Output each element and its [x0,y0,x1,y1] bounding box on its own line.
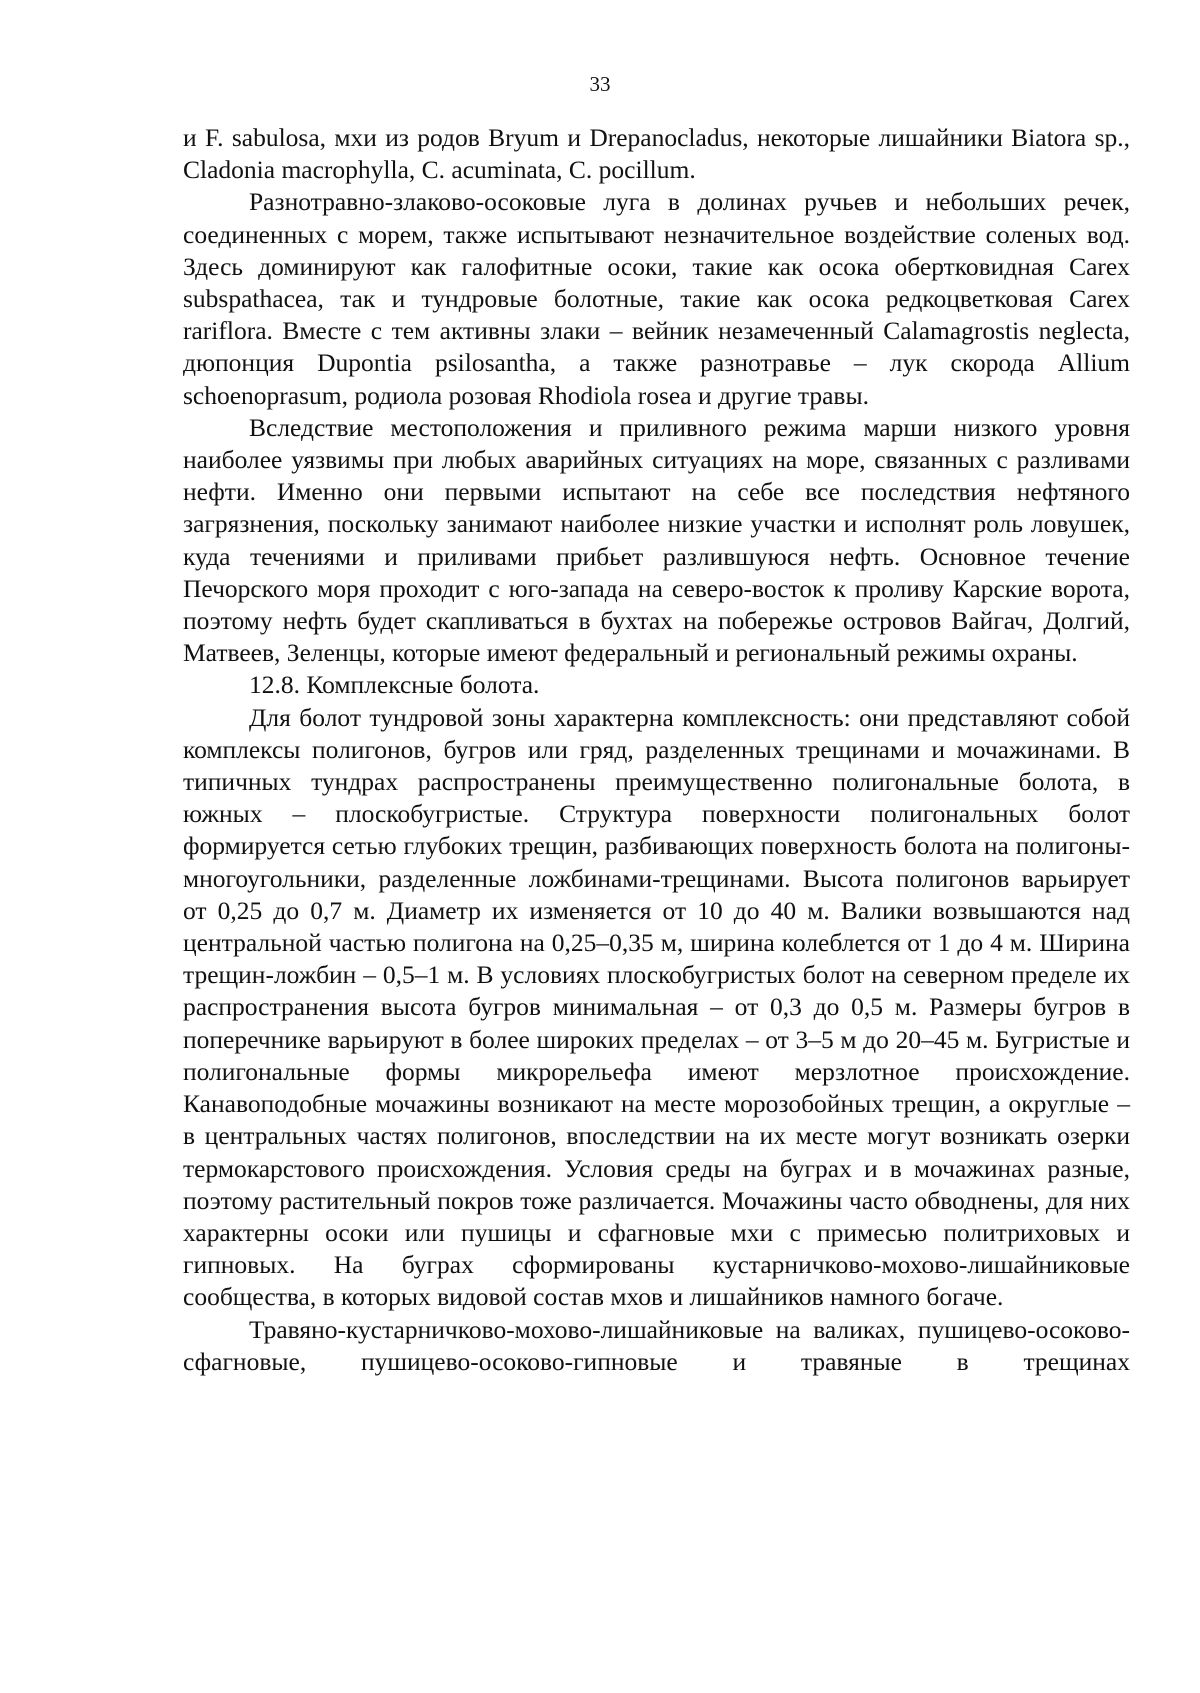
paragraph-meadows: Разнотравно-злаково-осоковые луга в долинах ручьев и небольших речек, соединенных с морем, также испытывают незначительное воздействие соленых вод. Здесь доминируют как галофитные осоки, такие как осока обертковидная Carex subspathacea, так и тундровые болотные, такие как осока редкоцветковая Carex rariflora. Вместе с тем активны злаки – вейник незамеченный Calamagrostis neglecta, дюпонция Dupontia psilosantha, а также разнотравье – лук скорода Allium schoenoprasum, родиола розовая Rhodiola rosea и другие травы. [183,187,1130,410]
page-body [183,122,1130,1378]
paragraph-continuation: и F. sabulosa, мхи из родов Bryum и Drepanocladus, некоторые лишайники Biatora sp., Cladonia macrophylla, C. acuminata, C. pocillum. [183,123,1130,185]
paragraph-complex-bogs: Для болот тундровой зоны характерна комплексность: они представляют собой комплексы полигонов, бугров или гряд, разделенных трещинами и мочажинами. В типичных тундрах распространены преимущественно полигональные болота, в южных – плоскобугристые. Структура поверхности полигональных болот формируется сетью глубоких трещин, разбивающих поверхность болота на полигоны-многоугольники, разделенные ложбинами-трещинами. Высота полигонов варьирует от 0,25 до 0,7 м. Диаметр их изменяется от 10 до 40 м. Валики возвышаются над центральной частью полигона на 0,25–0,35 м, ширина колеблется от 1 до 4 м. Ширина трещин-ложбин – 0,5–1 м. В условиях плоскобугристых болот на северном пределе их распространения высота бугров минимальная – от 0,3 до 0,5 м. Размеры бугров в поперечнике варьируют в более широких пределах – от 3–5 м до 20–45 м. Бугристые и полигональные формы микрорельефа имеют мерзлотное происхождение. Канавоподобные мочажины возникают на месте морозобойных трещин, а округлые – в центральных частях полигонов, впоследствии на их месте могут возникать озерки термокарстового происхождения. Условия среды на буграх и в мочажинах разные, поэтому растительный покров тоже различается. Мочажины часто обводнены, для них характерны осоки или пушицы и сфагновые мхи с примесью политриховых и гипновых. На буграх сформированы кустарничково-мохово-лишайниковые сообщества, в которых видовой состав мхов и лишайников намного богаче. [183,702,1130,1312]
section-heading: 12.8. Комплексные болота. [249,670,540,700]
paragraph-marshes: Вследствие местоположения и приливного режима марши низкого уровня наиболее уязвимы при любых аварийных ситуациях на море, связанных с разливами нефти. Именно они первыми испытают на себе все последствия нефтяного загрязнения, поскольку занимают наиболее низкие участки и исполнят роль ловушек, куда течениями и приливами прибьет разлившуюся нефть. Основное течение Печорского моря проходит с юго-запада на северо-восток к проливу Карские ворота, поэтому нефть будет скапливаться в бухтах на побережье островов Вайгач, Долгий, Матвеев, Зеленцы, которые имеют федеральный и региональный режимы охраны. [183,412,1130,668]
page-number: 33 [589,72,611,96]
paragraph-vegetation: Травяно-кустарничково-мохово-лишайниковые на валиках, пушицево-осоково-сфагновые, пушицево-осоково-гипновые и травяные в трещинах [183,1314,1130,1376]
